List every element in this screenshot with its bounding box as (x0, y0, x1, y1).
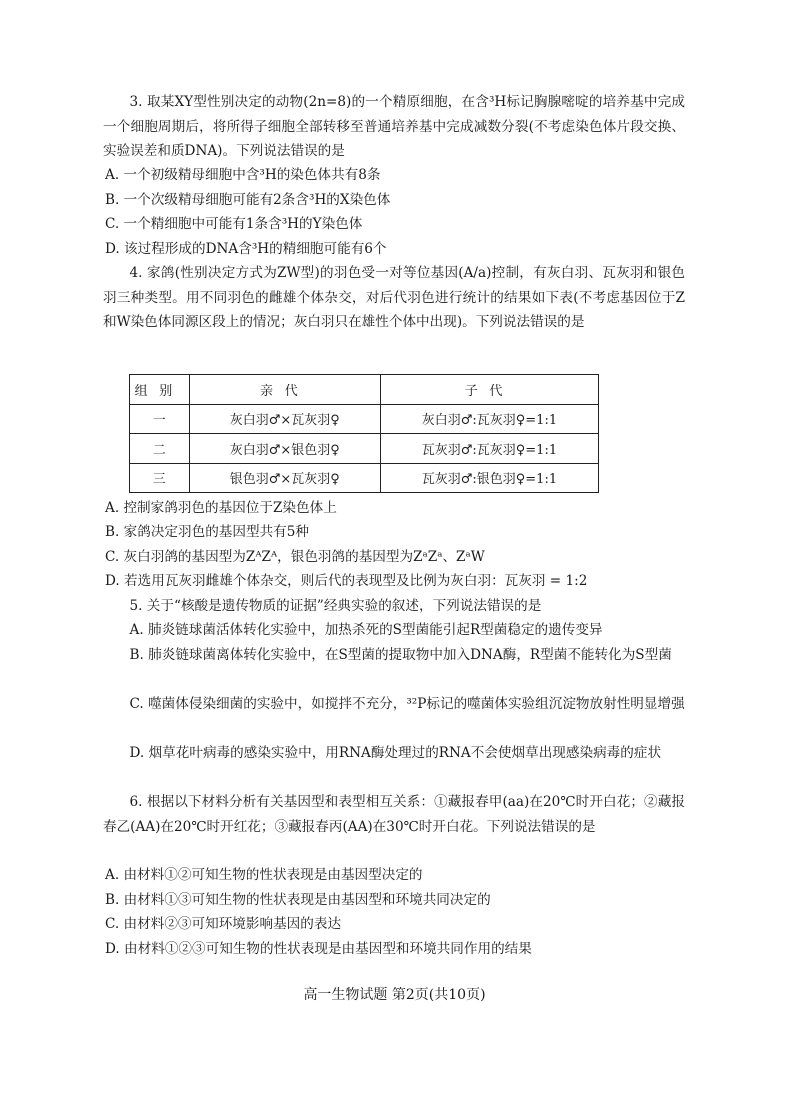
question-5-option-a: A. 肺炎链球菌活体转化实验中，加热杀死的S型菌能引起R型菌稳定的遗传变异 (129, 622, 603, 638)
question-4-option-a: A. 控制家鸽羽色的基因位于Z染色体上 (105, 500, 337, 516)
table-header-group: 组别 (130, 375, 190, 405)
question-4-option-c: C. 灰白羽鸽的基因型为ZᴬZᴬ，银色羽鸽的基因型为ZᵃZᵃ、ZᵃW (105, 549, 485, 565)
question-4-stem: 4. 家鸽(性别决定方式为ZW型)的羽色受一对等位基因(A/a)控制，有灰白羽、瓦灰羽和银色羽三种类型。用不同羽色的雌雄个体杂交，对后代羽色进行统计的结果如下表(不考虑基因位于Z和W染色体同源区段上的情况；灰白羽只在雄性个体中出现)。下列说法错误的是 (103, 265, 685, 330)
question-6-stem: 6. 根据以下材料分析有关基因型和表型相互关系：①藏报春甲(aa)在20℃时开白花；②藏报春乙(AA)在20℃时开红花；③藏报春丙(AA)在30℃时开白花。下列说法错误的是 (103, 794, 685, 835)
question-5-option-c: C. 噬菌体侵染细菌的实验中，如搅拌不充分，³²P标记的噬菌体实验组沉淀物放射性明显增强 (129, 696, 685, 712)
table-header-parents: 亲代 (189, 375, 380, 405)
question-5-option-d: D. 烟草花叶病毒的感染实验中，用RNA酶处理过的RNA不会使烟草出现感染病毒的症状 (129, 745, 662, 761)
table-cell-parents: 银色羽♂×瓦灰羽♀ (189, 463, 380, 493)
question-5-option-b: B. 肺炎链球菌离体转化实验中，在S型菌的提取物中加入DNA酶，R型菌不能转化为S型菌 (129, 647, 672, 663)
question-3-option-c: C. 一个精细胞中可能有1条含³H的Y染色体 (105, 216, 363, 232)
table-cell-group: 一 (130, 404, 190, 434)
table-header-offspring: 子代 (380, 375, 598, 405)
table-cell-parents: 灰白羽♂×银色羽♀ (189, 434, 380, 464)
question-6-option-b: B. 由材料①③可知生物的性状表现是由基因型和环境共同决定的 (105, 892, 491, 908)
question-4-table (129, 374, 599, 493)
question-3-option-a: A. 一个初级精母细胞中含³H的染色体共有8条 (105, 167, 381, 183)
question-4-option-b: B. 家鸽决定羽色的基因型共有5种 (105, 524, 309, 540)
table-cell-group: 二 (130, 434, 190, 464)
question-6-option-c: C. 由材料②③可知环境影响基因的表达 (105, 916, 342, 932)
table-cell-offspring: 瓦灰羽♂:银色羽♀=1:1 (380, 463, 598, 493)
table-row (130, 463, 599, 493)
question-3-option-d: D. 该过程形成的DNA含³H的精细胞可能有6个 (105, 241, 387, 257)
question-6-option-d: D. 由材料①②③可知生物的性状表现是由基因型和环境共同作用的结果 (105, 941, 532, 957)
table-cell-group: 三 (130, 463, 190, 493)
question-3-option-b: B. 一个次级精母细胞可能有2条含³H的X染色体 (105, 192, 391, 208)
question-6-option-a: A. 由材料①②可知生物的性状表现是由基因型决定的 (105, 867, 423, 883)
page-footer: 高一生物试题 第2页(共10页) (303, 987, 486, 1003)
question-4-option-d: D. 若选用瓦灰羽雌雄个体杂交，则后代的表现型及比例为灰白羽：瓦灰羽 = 1:2 (105, 573, 588, 589)
question-5-stem: 5. 关于“核酸是遗传物质的证据”经典实验的叙述，下列说法错误的是 (129, 598, 542, 614)
table-cell-parents: 灰白羽♂×瓦灰羽♀ (189, 404, 380, 434)
table-row (130, 404, 599, 434)
table-cell-offspring: 灰白羽♂:瓦灰羽♀=1:1 (380, 404, 598, 434)
table-cell-offspring: 瓦灰羽♂:瓦灰羽♀=1:1 (380, 434, 598, 464)
table-header-row (130, 375, 599, 405)
table-row (130, 434, 599, 464)
question-3-stem: 3. 取某XY型性别决定的动物(2n=8)的一个精原细胞，在含³H标记胸腺嘧啶的培养基中完成一个细胞周期后，将所得子细胞全部转移至普通培养基中完成减数分裂(不考虑染色体片段交换、实验误差和质DNA)。下列说法错误的是 (103, 94, 685, 159)
